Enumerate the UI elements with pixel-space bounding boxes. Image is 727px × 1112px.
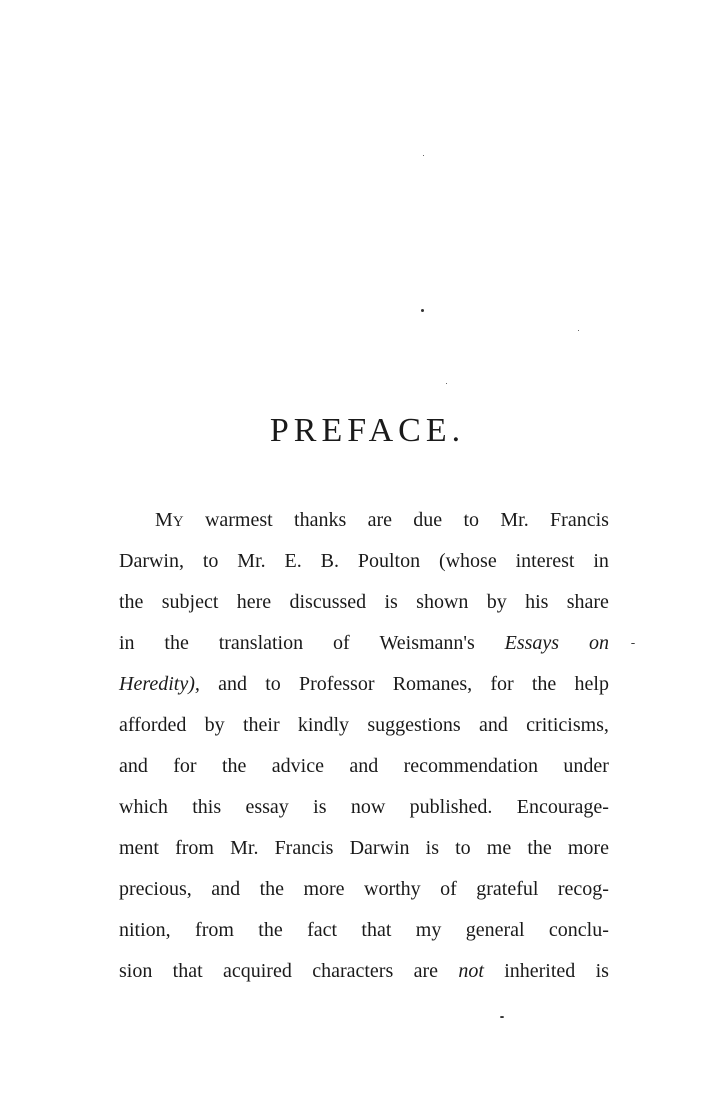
text-line [119, 500, 609, 541]
word: and [218, 673, 247, 695]
word: inherited [504, 960, 576, 982]
word: sion [119, 960, 153, 982]
text-line [119, 664, 609, 705]
word: (whose [438, 550, 497, 572]
word: due [413, 509, 443, 531]
text-line [119, 869, 609, 910]
word: and [119, 755, 148, 777]
word: the [164, 632, 189, 654]
word: Weismann's [379, 632, 475, 654]
word: Darwin [349, 837, 410, 859]
word: which [119, 796, 168, 818]
word: advice [271, 755, 324, 777]
word: in [593, 550, 609, 572]
word: the [259, 878, 284, 900]
print-speck [446, 383, 447, 384]
print-speck [631, 643, 635, 644]
word: and [349, 755, 379, 777]
text-line [119, 787, 609, 828]
word: the [119, 591, 144, 613]
word: this [192, 796, 222, 818]
preface-paragraph [119, 500, 609, 992]
word: to [455, 837, 471, 859]
word: criticisms, [526, 714, 609, 736]
word: afforded [119, 714, 187, 736]
print-speck [500, 1016, 504, 1018]
word: conclu- [548, 919, 609, 941]
word: on [588, 632, 609, 654]
text-line [119, 623, 609, 664]
word: are [367, 509, 392, 531]
word: recommendation [403, 755, 539, 777]
word: help [574, 673, 609, 695]
word: nition, [119, 919, 171, 941]
text-line [119, 828, 609, 869]
word: suggestions [367, 714, 461, 736]
word: his [525, 591, 549, 613]
word: published. [409, 796, 493, 818]
word: essay [245, 796, 289, 818]
word: more [303, 878, 345, 900]
word: my [415, 919, 442, 941]
word: fact [307, 919, 338, 941]
word: the [221, 755, 247, 777]
word: to [463, 509, 480, 531]
word: more [567, 837, 609, 859]
text-line [119, 910, 609, 951]
word: to [265, 673, 281, 695]
word: is [595, 960, 609, 982]
word: under [563, 755, 609, 777]
print-speck [578, 330, 579, 331]
word: translation [218, 632, 304, 654]
word: Heredity), [119, 673, 200, 695]
word: from [195, 919, 234, 941]
word: here [236, 591, 272, 613]
word: MY [155, 509, 184, 531]
word: subject [161, 591, 219, 613]
word: Darwin, [119, 550, 184, 572]
word: Francis [550, 509, 609, 531]
print-speck [423, 155, 424, 156]
word: E. [284, 550, 302, 572]
word: ment [119, 837, 159, 859]
word: Essays [504, 632, 560, 654]
word: by [486, 591, 507, 613]
word: grateful [476, 878, 539, 900]
word: Poulton [357, 550, 421, 572]
word: characters [312, 960, 394, 982]
word: discussed [289, 591, 367, 613]
word: their [242, 714, 280, 736]
word: that [172, 960, 203, 982]
word: the [531, 673, 557, 695]
word: now [350, 796, 386, 818]
word: and [478, 714, 508, 736]
word: general [465, 919, 525, 941]
word: the [527, 837, 552, 859]
word: thanks [294, 509, 347, 531]
word: Mr. [237, 550, 266, 572]
word: that [361, 919, 392, 941]
word: and [211, 878, 241, 900]
word: Romanes, [392, 673, 473, 695]
text-line [119, 582, 609, 623]
word: the [258, 919, 283, 941]
word: Professor [298, 673, 375, 695]
page-title: PREFACE. [269, 412, 466, 449]
word: by [204, 714, 225, 736]
word: Mr. [500, 509, 529, 531]
word: acquired [223, 960, 292, 982]
word: for [490, 673, 514, 695]
word: to [202, 550, 219, 572]
word: from [175, 837, 214, 859]
text-line [119, 746, 609, 787]
text-line [119, 541, 609, 582]
word: is [384, 591, 398, 613]
word: kindly [297, 714, 350, 736]
word: in [119, 632, 135, 654]
word: share [566, 591, 609, 613]
word: shown [416, 591, 469, 613]
word: are [413, 960, 438, 982]
word: Mr. [230, 837, 259, 859]
word: Encourage- [516, 796, 609, 818]
word: precious, [119, 878, 192, 900]
word: recog- [557, 878, 609, 900]
word: me [486, 837, 512, 859]
word: is [313, 796, 327, 818]
word: not [458, 960, 484, 982]
word: of [332, 632, 350, 654]
text-line [119, 951, 609, 992]
word: for [173, 755, 197, 777]
word: warmest [204, 509, 273, 531]
word: worthy [364, 878, 421, 900]
word: interest [515, 550, 575, 572]
text-line [119, 705, 609, 746]
word: of [440, 878, 457, 900]
word: Francis [274, 837, 334, 859]
word: B. [320, 550, 339, 572]
word: is [425, 837, 439, 859]
print-speck [421, 309, 424, 312]
